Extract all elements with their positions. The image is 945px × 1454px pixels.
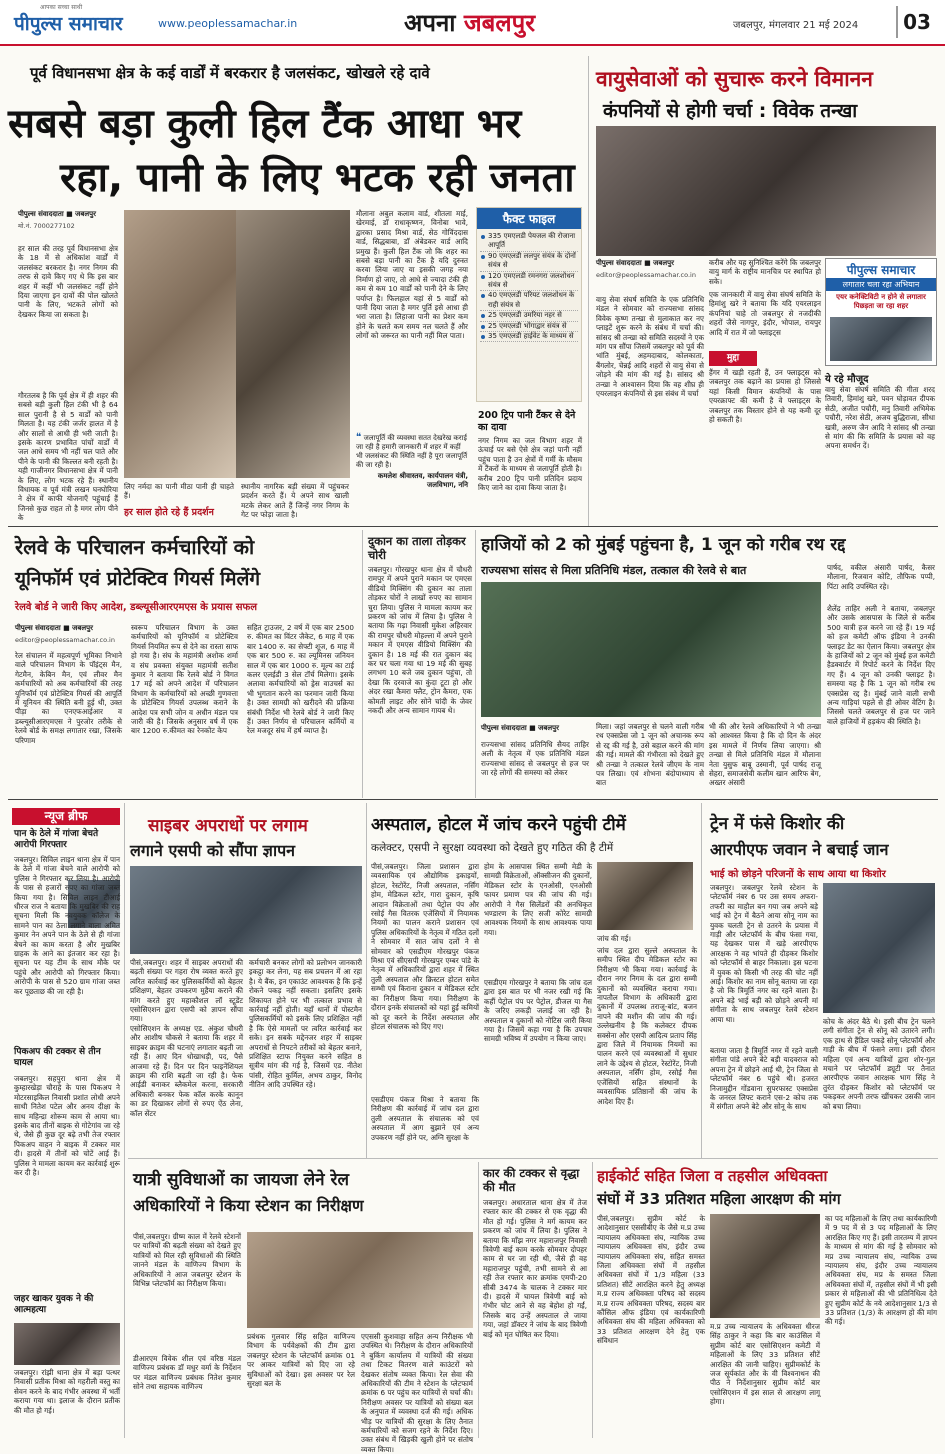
promo-text: एयर कनेक्टिविटी न होने से लगातार पिछड़ता जा रहा शहर <box>836 293 926 310</box>
airlines-photo-caption: करीब और यह सुनिश्चित करेंगे कि जबलपुर वायु मार्ग के राष्ट्रीय मानचित्र पर स्थापित हो सके। <box>709 258 821 286</box>
divider <box>8 526 938 527</box>
factfile-item: 335 एमएलडी पेयजल की रोजाना आपूर्ति <box>480 232 578 252</box>
hajj-col3: भी की और रेलवे अधिकारियों ने भी तन्खा को आश्वस्त किया है कि दो दिन के अंदर इस मामले में निर्णय लिया जाएगा। श्री तन्खा से मिले प्रतिनिधि मंडल में मौलाना नेता युसुफ बाबू उस्मानी, पूर्व पार्षद राजू सेहरा, समाजसेवी कलीम खान आरिफ बेग, अख्तर अंसारी <box>709 722 821 788</box>
hospital-col3: जांच की गई। <box>597 934 632 943</box>
car-text: जबलपुर। अधारताल थाना क्षेत्र में तेज रफ्तार कार की टक्कर से एक वृद्धा की मौत हो गई। पुलिस ने मर्ग कायम कर प्रकरण को जांच में लिया है। पुलिस ने बताया कि माँझ नगर महाराजपुर निवासी त्रिवेणी बाई काम करके सोमवार दोपहर काम से घर जा रही थी, जैसे ही वह महाराजपुर पहुंची, तभी सामने से आ रही तेज रफ्तार कार क्रमांक एमपी-20 सीबी 3474 के चालक ने टक्कर मार दी। हादसे में घायल त्रिवेणी बाई को गंभीर चोट आने से वह बेहोश हो गईं, जिसके बाद उन्हें अस्पताल ले जाया गया, जहां डॉक्टर ने जांच के बाद त्रिवेणी बाई को मृत घोषित कर दिया। <box>483 1198 587 1339</box>
railway-col3: सहित ट्राउजर, 2 वर्ष में एक बार 2500 रु. कीमत का विंटर जैकेट, 6 माह में एक बार 1400 रु. का सेफ्टी शूज, 6 माह में एक बार 500 रु. का ल्यूमिनस जनियन साल में एक बार 1000 रु. मूल्य का टाई कलर एलईडी 3 सेल टॉर्च मिलेगा। इसके अलावा कर्मचारियों को ड्रेस वाउचर्स का भी भुगतान करने का फरमान जारी किया है। उक्त सामग्री को खरीदने की प्रक्रिया संबंधी निर्देश भी रेलवे बोर्ड ने जारी किए हैं। उक्त निर्णय से परिचालन कर्मियों व रेल मजदूर संघ में हर्ष व्याप्त है। <box>247 623 354 736</box>
section-title <box>404 6 535 39</box>
hc-headline-1: हाईकोर्ट सहित जिला व तहसील अधिवक्ता <box>597 1167 828 1185</box>
kishor-headline-1: ट्रेन में फंसे किशोर की <box>710 814 845 834</box>
divider <box>8 799 938 800</box>
news-brief-title: न्यूज ब्रीफ <box>12 808 120 825</box>
airlines-headline-2: कंपनियों से होगी चर्चा : विवेक तन्खा <box>603 100 858 122</box>
hc-col3: का पद महिलाओं के लिए तथा कार्यकारिणी में 9 पद में से 3 पद महिलाओं के लिए आरक्षित किए गए हैं। इसी तारतम्य में ज्ञापन के माध्यम से मांग की गई है सोमवार को मप्र उच्च न्यायालय संघ, न्यायिक उच्च न्यायालय संघ, इंदौर उच्च न्यायालय अधिवक्ता संघ, मप्र के समस्त जिला अधिवक्ता संघों में, तहसील संघों में भी इसी प्रकार से महिलाओं की भी प्रतिनिधित्व देते हुए सुप्रीम कोर्ट के नये आदेशानुसार 1/3 से 33 प्रतिशत (1/3) के आरक्षण हो की मांग की गई। <box>825 1214 937 1327</box>
airlines-col2: एक जानकारी में वायु सेवा संघर्ष समिति के हिमांशु खरे ने बताया कि यदि एयरलाइन कंपनियां चाहे तो जबलपुर से नजदीकी शहरों जैसे नागपुर, इंदौर, भोपाल, रायपुर आदि में रात में जो फ्लाइट्स <box>709 290 821 337</box>
kishor-subhead: भाई को छोड़ने परिजनों के साथ आया था किशोर <box>710 869 886 880</box>
hospital-portrait <box>597 862 693 930</box>
stations-col3: एएससी कुशवाहा सहित अन्य निरीक्षक भी उपस्थित थे। निरीक्षण के दौरान अधिकारियों ने बुकिंग कार्यालय में यात्रियों की संख्या तथा टिकट वितरण वाले काउंटरों को देखकर संतोष व्यक्त किया। रेल सेवा की अधिकारियों की टीम ने स्टेशन के प्लेटफार्म क्रमांक 6 पर पहुंच कर यात्रियों से चर्चा की। निरीक्षण अवसर पर यात्रियों को संख्या बल के अनुपात में व्यवस्था दर्ज की गई। अधिक भीड़ पर यात्रियों की सुरक्षा के लिए तैनात कर्मचारियों को सजग रहने के निर्देश दिए। उक्त संबंध में खिड़की खुली होने पर संतोष व्यक्त किया। <box>361 1332 473 1454</box>
lead-headline-1: सबसे बड़ा कुली हिल टैंक आधा भर <box>8 101 522 147</box>
stations-headline-2: अधिकारियों ने किया स्टेशन का निरीक्षण <box>133 1196 364 1215</box>
cyber-col1: पीसं,जबलपुर। शहर में साइबर अपराधों की बढ़ती संख्या पर गहरा रोष व्यक्त करते हुए त्वरित कार्रवाई कर पुलिसकर्मियों को बेहतर प्रशिक्षण, बेहतर उपकरण मुहैया कराने की मांग करते हुए महाकौशल लॉ स्टूडेंट एसोसिएशन द्वारा एसपी को ज्ञापन सौंपा गया। <box>130 958 243 1024</box>
cyber-col1-b: एसोसिएशन के अध्यक्ष एड. अंकुश चौधरी और आशीष चौकसे ने बताया कि शहर में साइबर क्राइम की घटनाएं लगातार बढ़ती जा रही हैं। आए दिन धोखाधड़ी, पद, पैसे आजमा रहे हैं। दिन पर दिन फाइनेंशियल क्राइम की राशि बढ़ती जा रही है। फेक आईडी बनाकर ब्लैकमेल करना, सरकारी अधिकारी बनकर फेक कॉल करके कानून का डर दिखाकर लोगों से रुपए ऐंठ लेना, कॉल सेंटर <box>130 1024 243 1118</box>
hajj-headline: हाजियों को 2 को मुंबई पहुंचना है, 1 जून को गरीब रथ रद्द <box>481 535 846 555</box>
lead-col3-a: स्थानीय नागरिक बड़ी संख्या में पहुंचकर प्रदर्शन करते हैं। ये अपने साथ खाली मटके लेकर आते हैं जिन्हें नगर निगम के गेट पर फोड़ा जाता है। <box>241 482 349 520</box>
kishor-cctv-photo <box>823 883 935 1013</box>
car-headline: कार की टक्कर से वृद्धा की मौत <box>483 1166 580 1194</box>
divider <box>366 803 367 1158</box>
divider <box>362 530 363 798</box>
dateline: जबलपुर, मंगलवार 21 मई 2024 <box>733 20 859 31</box>
hc-col1: पीसं,जबलपुर। सुप्रीम कोर्ट के आदेशानुसार एससीबीए के जैसे म.प्र उच्च न्यायालय अधिवक्ता संघ, न्यायिक उच्च न्यायालय अधिवक्ता संघ, इंदौर उच्च न्यायालय अधिवक्ता संघ, सहित समस्त जिला अधिवक्ता संघों में तहसील अधिवक्ता संघों में 1/3 महिला (33 प्रतिशत) सीटें आरक्षित करने हेतु अध्यक्ष म.प्र राज्य अधिवक्ता परिषद को सदस्य म.प्र राज्य अधिवक्ता परिषद, सदस्य बार कौंसिल ऑफ इंडिया एवं कार्यकारिणी अधिवक्ता संघ की महिला अधिवक्ता को 33 प्रतिशत आरक्षण देने हेतु एक संविधान <box>597 1214 705 1346</box>
brand-logo: पीपुल्स समाचार <box>14 13 123 35</box>
kishor-headline-2: आरपीएफ जवान ने बचाई जान <box>710 840 889 859</box>
divider <box>701 803 702 1158</box>
brief1-text: जबलपुर। सिविल लाइन थाना क्षेत्र में पान के ठेले में गांजा बेचने वाले आरोपी को पुलिस ने गिरफ्तार कर लिया है। आरोपी के पास से हजारों रुपए का गांजा जब्त किया गया है। सिविल लाइन टीआई धीरज राज ने बताया कि मुखबिर की राह सूचना मिली कि नवयुवक कॉलेज के सामने पान का ठेला लगाने वाला अमित कुमार नेन अपने पान के ठेले से ही गांजा बेचने का काम करता है और मुखबिर ग्राहक के आने का इंतजार कर रहा है। सूचना पर यह टीम के साथ मौके पर पहुंचे और आरोपी को गिरफ्तार किया। आरोपी के पास से 520 ग्राम गांजा जब्त कर पूछताछ की जा रही है। <box>14 855 120 996</box>
stations-headline-1: यात्री सुविधाओं का जायजा लेने रेल <box>133 1170 350 1190</box>
railway-byline: पीपुल्स संवाददाता ■ जबलपुर <box>15 624 93 632</box>
lead-headline-2: रहा, पानी के लिए भटक रही जनता <box>60 155 575 201</box>
promo-thumbnail <box>830 317 932 361</box>
hospital-col3-b: जांच दल द्वारा सुल्ले अस्पताल के समीप स्थित दीप मेडिकल स्टोर का निरीक्षण भी किया गया। कार्रवाई के दौरान नगर निगम के दल द्वारा सम्मी दुकानों को व्यवस्थित कराया गया। नापतौल विभाग के अधिकारी द्वारा दुकानों में उपलब्ध तराजू-बांट, बजन नापने की मशीन की जांच की गई। उल्लेखनीय है कि कलेक्टर दीपक सक्सेना और एसपी आदित्य प्रताप सिंह द्वारा जिले में नियामक नियमों का पालन करने एवं व्यवस्थाओं में सुधार लाने के उद्देश्य से होटल, रेस्टोरेंट, निजी अस्पताल, नर्सिंग होम, रसोई गैस एजेंसियों सहित संस्थानों के व्यवसायिक प्रतिष्ठानों की जांच के आदेश दिए हैं। <box>597 946 697 1106</box>
stations-col1: पीसं,जबलपुर। ग्रीष्म काल में रेलवे स्टेशनों पर यात्रियों की बढ़ती संख्या को देखते हुए यात्रियों को मिल रही सुविधाओं की स्थिति जानने मंडल के वाणिज्य विभाग के अधिकारियों ने आज जबलपुर स्टेशन के विभिन्न प्लेटफॉर्म का निरीक्षण किया। <box>133 1232 241 1289</box>
railway-headline-2: यूनिफॉर्म एवं प्रोटेक्टिव गियर्स मिलेंगे <box>15 568 261 590</box>
airlines-present-text: वायु सेवा संघर्ष समिति की गीता शरद तिवारी, हिमांशु खरे, पवन घोड़ावत दीपक सेठी, अजीत पचौरी, मनु तिवारी अभिमेक पचौरी, नरेश सेठी, अजय बुद्धिराजा, सीधा खत्री, अरुण जैन आदि ने सांसद श्री तन्खा से मांग की कि समिति के प्रयास को वह अपना समर्थन दें। <box>825 385 935 451</box>
theft-text: जबलपुर। गोरखपुर थाना क्षेत्र में चौधरी रामपुर में अपने पुराने मकान पर एमएस वीडियो मिक्सिंग की दुकान का ताला तोड़कर चोरों ने लाखों रुपए का सामान चुरा लिया। पुलिस ने मामला कायम कर प्रकरण को जांच में लिया है। पुलिस ने बताया कि गढ़ा निवासी मुकेश अहिरवार की रामपुर चौधरी मोहल्ला में अपने पुराने मकान में एमएस वीडियो मिक्सिंग की दुकान है। 18 मई की रात दुकान बंद कर घर चला गया था 19 मई की सुबह लगभग 10 बजे जब दुकान पहुंचा, तो देखा कि दरवाजे का कुंदा टूटा हो और अंदर रखा कैमरा फ्लैट, ट्रोन कैमरा, एक कोमती लाइट और सोने चांदी के जेवर नकदी और अन्य सामान गायब थे। <box>368 565 472 716</box>
divider <box>478 1162 479 1438</box>
lead-quote: ❝ जलापूर्ति की व्यवस्था सतत देखरेख कराई जा रही है हमारी जानकारी में शहर में कहीं भी जलसंकट की स्थिति नहीं है पूरा जलापूर्ति की जा रही है। कमलेश श्रीवास्तव, कार्यपालन यंत्री, जलविभाग, ननि <box>356 432 468 489</box>
brief3-text: जबलपुर। रांझी थाना क्षेत्र में बड़ा पत्थर निवासी प्रतीक मिश्रा को गहरीली वस्तु का सेवन करने के बाद गंभीर अवस्था में भर्ती कराया गया था। इलाज के दौरान प्रतीक की मौत हो गई। <box>14 1368 120 1415</box>
railway-email: editor@peoplessamachar.co.in <box>15 636 115 644</box>
airlines-email: editor@peoplessamachar.co.in <box>596 271 696 279</box>
hospital-col2: होम के आसपास स्थित सम्मी मेडी के सामग्री विक्रेताओं, ऑक्सीजन की दुकानों, मेडिकल स्टोर के एनओसी, एनओसी फायर प्रमाण पत्र की जांच की गई। आरोपी ने गैस सिलेंडरों की अनधिकृत भण्डारण के लिए सजी कोरेट सामग्री आवश्यक नियमों के साथ आवश्यक पाया गया। <box>484 862 592 937</box>
cyber-photo <box>130 866 362 954</box>
hajj-col1: राज्यसभा सांसद प्रतिनिधि सैयद ताहिर अली के नेतृत्व में एक प्रतिनिधि मंडल राज्यसभा सांसद से जबलपुर से हज पर जा रहे लोगों की समस्या को लेकर <box>481 740 589 778</box>
railway-subhead: रेलवे बोर्ड ने जारी किए आदेश, डब्ल्यूसीआरएमएस के प्रयास सफल <box>15 602 258 613</box>
lead-col1-a: हर साल की तरह पूर्व विधानसभा क्षेत्र के 18 में से अधिकांश वार्डों में जलसंकट बरकरार है। नगर निगम की तरफ से दावे किए गए थे कि इस बार शहर में कहीं भी जलसंकट नहीं होने दिया जाएगा इन दावों की पोल खोलते पानी के लिए, भटकते लोगों को देखकर किया जा सकता है। <box>18 244 118 319</box>
railway-col1: रेल संचालन में महत्वपूर्ण भूमिका निभाने वाले परिचालन विभाग के पॉइंट्स मैन, गेटमैन, केबिन मैन, एवं लीवर मैन कर्मचारियों को अब कर्मचारियों की तरह यूनिफॉर्म एवं प्रोटेक्टिव गियर्स की आपूर्ति में यूनियन की स्थिति बनी हुई थी, उक्त पीड़ा का एनएफआईआर व डब्ल्यूसीआरएमएस ने पुरजोर तरीके से रेलवे बोर्ड के समक्ष लगातार रखा, जिसके परिणाम <box>15 651 122 745</box>
hajj-col4-b: शैलेंद्र ताहिर अली ने बताया, जबलपुर और उसके आसपास के जिले से करीब 500 यात्री हज करने जा रहे हैं। 19 मई को हज कमेटी ऑफ इंडिया ने उनकी फ्लाइट डेट का ऐलान किया। जबलपुर क्षेत्र के हाजियों को 2 जून को मुंबई हज कमेटी हैडक्वार्टर में रिपोर्ट करने के निर्देश दिए गए हैं। 4 जून को उनकी फ्लाइट है। समस्या यह है कि 1 जून को गरीब रथ एक्सप्रेस रद्द है। मुंबई जाने वाली सभी अन्य गाड़ियां पहले से ही ओवर वेटिंग है। जिससे चलते जबलपुर से हज पर जाने वाले हाजियों में हड़कंप की स्थिति है। <box>827 604 935 726</box>
section-title-right: जबलपुर <box>463 9 536 37</box>
lead-col2-sub: हर साल होते रहे हैं प्रदर्शन <box>124 507 214 518</box>
lead-quote-by: कमलेश श्रीवास्तव, कार्यपालन यंत्री, जलविभाग, ननि <box>377 472 468 489</box>
cyber-headline-2: लगाने एसपी को सौंपा ज्ञापन <box>130 841 296 860</box>
cyber-headline-1: साइबर अपराधों पर लगाम <box>148 816 308 836</box>
divider <box>475 530 476 798</box>
hajj-subhead: राज्यसभा सांसद से मिला प्रतिनिधि मंडल, तत्काल की रेलवे से बात <box>481 564 747 577</box>
hospital-col1-b: एसडीएम पंकज मिश्रा ने बताया कि निरीक्षण की कार्रवाई में जांच दल द्वारा तुली अस्पताल के संचालक को एवं अस्पताल में आग बुझाने एवं अन्य उपकरण नहीं होने पर, अग्नि सुरक्षा के <box>371 1095 479 1142</box>
theft-headline: दुकान का ताला तोड़कर चोरी <box>368 534 466 562</box>
hajj-col2: मिला। जहां जबलपुर से चलने वाली गरीब रथ एक्सप्रेस जो 1 जून को अचानक रूप से रद्द की गई है, उसे बहाल करने की मांग की गई। मामले की गंभीरता को देखते हुए श्री तन्खा ने तत्काल रेलवे जीएम के नाम पत्र लिखा। एवं शोभना बंदोपाध्याय से बात <box>596 722 704 788</box>
airlines-byline: पीपुल्स संवाददाता ■ जबलपुर <box>596 259 674 267</box>
hospital-col2-b: एसडीएम गोरखपुर ने बताया कि जांच दल द्वारा इस बात पर भी नजर रखी गई कि कहीं पेट्रोल पंप पर पेट्रोल, डीजल या गैस के जरिए लकड़ी जलाई जा रही है। अस्पताल व दुकानों को नोटिस जारी किया गया है। जिसमें कहा गया है कि उपचार सामग्री भविष्य में उपयोग न किया जाए। <box>484 978 592 1044</box>
brief1-head: पान के ठेले में गांजा बेचते आरोपी गिरफ्तार <box>14 829 99 850</box>
brief3-photo <box>14 1323 120 1365</box>
promo-box <box>825 258 937 366</box>
hospital-col1: पीसं,जबलपुर। जिला प्रशासन द्वारा व्यवसायिक एवं औद्योगिक इकाइयों, होटल, रेस्टोरेंट, निजी अस्पताल, नर्सिंग होम, मेडिकल स्टोर, गारा दुकान, कृषि आदान विक्रेताओं तथा पेट्रोल पंप और रसोई गैस वितरक एजेंसियों में नियामक नियमों का पालन कराने प्रशासन एवं पुलिस अधिकारियों के नेतृत्व में गठित दलों ने सोमवार में सात जांच दलों ने से सोमवार को एसडीएम गोरखपुर पंकज मिश्रा एवं सीएसपी गोरखपुर एम्बर पांडे के नेतृत्व में अधिकारियों द्वारा शहर में स्थित तुली अस्पताल और क्रिस्टल होटल समेत सम्भी एवं किराना दुकान व मेडिकल स्टोर का निरीक्षण किया गया। निरीक्षण के दौरान इनके संचालकों को यहां हुई कमियों को दूर करने के निर्देश अस्पताल और होटल संचालक को दिए गए। <box>371 862 479 1031</box>
factfile-item: 120 एमएलडी रमनगरा जलशोधन संयंत्र से <box>480 272 578 292</box>
promo-brand: पीपुल्स समाचार <box>846 263 916 277</box>
tanker-head: 200 ट्रिप पानी टैंकर से देने का दावा <box>478 410 576 433</box>
hc-col2: म.प्र उच्च न्यायालय के अधिवक्ता धीरज सिंह ठाकुर ने कहा कि बार काउंसिल में सुप्रीम कोर्ट बार एसोसिएशन कमेटी में महिलाओं के लिए 33 प्रतिशत सीटें आरक्षित की जानी चाहिए। सुप्रीमकोर्ट के जज सूर्यकांत और के वी विश्वनाथन की पीठ ने निर्देशानुसार सुप्रीम कोर्ट बार एसोसिएशन में इस साल से आरक्षण लागू होगा। <box>710 1322 820 1407</box>
masthead <box>0 0 945 46</box>
kishor-col1-b: बताया जाता है त्रिमूर्ति नगर में रहने वाली संगीता पांडे अपने बेटे बड़ी यादवराज को अपना ट्रेन में छोड़ने आई थी, ट्रेन जिला से प्लेटफॉर्म नंबर 6 पहुंचे थी। हजरत निजामुद्दीन गोंडवाना सुपरफास्ट एक्सप्रेस के जनरल लिफ्ट कराने एस-2 कोच तक में संगीता अपने बेटे और सोनू के साथ <box>710 1046 818 1112</box>
hc-headline-2: संघों में 33 प्रतिशत महिला आरक्षण की मांग <box>597 1190 841 1208</box>
factfile-item: 25 एमएलडी भोंगाद्वार संयंत्र से <box>480 322 578 332</box>
kishor-col1: जबलपुर। जबलपुर रेलवे स्टेशन के प्लेटफॉर्म नंबर 6 पर उस समय अफरा-तफरी का माहौल बन गया जब अपने बड़े भाई को ट्रेन में बैठने आया सोनू नाम का युवक चलती ट्रेन से उतरने के प्रयास में गाड़ी और प्लेटफॉर्म के बीच फंसा गया, यह देखकर पास में खड़े आरपीएफ आरक्षक ने वह भांपते ही दौड़कर किशोर को प्लेटफॉर्म से बाहर निकाला। इस घटना में युवक को किसी भी तरह की चोट नहीं आई। किशोर का नाम सोनू बताया जा रहा है जो कि त्रिमूर्ति नगर का रहने वाला है। अपने बड़े भाई बड़ी को छोड़ने अपनी मां संगीता के साथ जबलपुर रेलवे स्टेशन आया था। <box>710 883 818 1024</box>
brief2-text: जबलपुर। सहपुरा थाना क्षेत्र में कुम्हारखेड़ा चौराहे के पास पिकअप ने मोटरसाइकिल निवासी प्रशांत लोधी अपने साथी नितेश पटेल और अनय दीक्षा के साथ महिन्द्रा शोरूम काम से आया था। इसके बाद तीनों बाइक से गोटेगांव जा रहे थे, जैसे ही कुछ दूर बढ़े तभी तेज रफ्तार पिकअप वाहन ने बाइक में टक्कर मार दी। हादसे में तीनों को चोटें आई हैं। पुलिस ने मामला कायम कर कार्रवाई शुरू कर दी है। <box>14 1074 120 1178</box>
hc-photo <box>710 1214 820 1318</box>
kishor-col2: कोच के अंदर बैठे थे। इसी बीच ट्रेन चलने लगी संगीता ट्रेन से सोनू को उतारने लगी। एक हाथ से हैंडिल पकड़े सोनू प्लेटफॉर्म और गाड़ी के बीच में फंसने लगा। इसी दौरान महिला एवं अन्य यात्रियों द्वारा शोर-गुल मचाने पर प्लेटफॉर्म ड्यूटी पर तैनात आरपीएफ जवान आरक्षक भाग सिंह ने तुरंत दौड़कर किशोर को प्लेटफॉर्म पर पकड़कर अपनी तरफ खींचकर उसकी जान को बचा लिया। <box>823 1017 936 1111</box>
airlines-mudda-badge: मुद्दा <box>709 351 757 366</box>
hajj-col4: पार्षद, वकील अंसारी पार्षद, कैसर मौलाना, रिजवान कोटि, तौफिक पप्पी, पिंटा आदि उपस्थित रहे। <box>827 563 935 591</box>
stations-col1-b: डीआरएम विवेक शील एवं वरिष्ठ मंडल वाणिज्य प्रबंधक डॉ मधुर वर्मा के निर्देशन पर मंडल वाणिज्य प्रबंधक नितेश कुमार सोने तथा सहायक वाणिज्य <box>133 1354 241 1392</box>
website[interactable]: www.peoplessamachar.in <box>158 17 298 30</box>
promo-line: लगातार चला रहा अभियान <box>826 278 936 291</box>
factfile-item: 90 एमएलडी ललपुर संयंत्र के दोनों संयंत्र से <box>480 252 578 272</box>
airlines-photo <box>596 126 936 256</box>
divider <box>588 56 589 526</box>
lead-kicker: पूर्व विधानसभा क्षेत्र के कई वार्डों में बरकरार है जलसंकट, खोखले रहे दावे <box>30 64 430 82</box>
factfile-item: 25 एमएलडी उमरिया नहर से <box>480 311 578 321</box>
lead-col4: मौलाना अबुल कलाम वार्ड, शीतला माई, खेरमाई, डॉ राधाकृष्णन, विनोबा भावे, द्वारका प्रसाद मिश्रा वार्ड, सेठ गोविंददास वार्ड, सिद्धबाबा, डॉ अंबेडकर वार्ड आदि प्रमुख हैं। कुली हिल टैंक जो कि शहर का सबसे बड़ा पानी का टैंक है यदि दुरुस्त करवा लिया जाए या इसकी जगह नया निर्माण हो जाए, तो आधे से ज्यादा टंकी ही कम से कम 10 वार्डों को पानी देने के लिए पर्याप्त है। फिलहाल यहां से 5 वार्डों को पानी दिया जाता है मगर पूर्ति इसे आधा ही भरा जाता है। लिहाजा पानी का प्रेशर कम होने के चलते कम समय नल चलते हैं और लोगों को जरूरत का पानी नहीं मिल पाता। <box>356 209 468 341</box>
hajj-photo <box>481 582 821 717</box>
quote-icon: ❝ <box>356 432 362 443</box>
lead-col2-a: लिए नर्मदा का पानी मीठा पानी ही चाहते हैं। <box>124 482 234 501</box>
brand-tagline: आपका सच्चा साथी <box>40 4 83 11</box>
tanker-text: नगर निगम का जल विभाग शहर में ऊंचाई पर बसे ऐसे क्षेत्र जहां पानी नहीं पहुंच पाता है उन क्षेत्रों में गर्मी के मौसम में टैंकरों के माध्यम से जलापूर्ति होती है। करीब 200 ट्रिप पानी प्रतिदिन प्रदाय किए जाने का दावा किया जाता है। <box>478 436 582 493</box>
hospital-subhead: कलेक्टर, एसपी ने सुरक्षा व्यवस्था को देखते हुए गठित की है टीमें <box>371 842 614 854</box>
lead-col1-b: गौरतलब है कि पूर्व क्षेत्र में ही शहर की सबसे बड़ी कुली हिल टंकी भी है 64 साल पुरानी है से 5 वार्डों को पानी मिलता है। यह टंकी जर्जर हालत में है और सालों से आधी ही भरी जाती है। इसके कारण प्रभावित पांचों वार्डों में जल आधे समय भी नहीं चल पाते और पीने के पानी की किल्लत बनी रहती है। यही गाजीनगर विधानसभा क्षेत्र में पानी के लिए, लोग भटक रहे हैं। स्थानीय विधायक व पूर्व मंत्री लखन घनघोरिया ने क्षेत्र में काफी योजनाएँ पहुंचाई हैं जिनसे कुछ राहत तो है मगर लोग पीने के <box>18 391 118 523</box>
factfile-title: फैक्ट फाइल <box>477 208 581 229</box>
stations-photo <box>247 1232 473 1328</box>
divider <box>592 1162 593 1438</box>
lead-byline: पीपुल्स संवाददाता ■ जबलपुर <box>18 210 96 218</box>
airlines-headline-1: वायुसेवाओं को सुचारू करने विमानन <box>596 67 873 91</box>
factfile-item: 35 एमएलडी हाईवेट के माध्यम से <box>480 332 578 342</box>
brief3-head: जहर खाकर युवक ने की आत्महत्या <box>14 1294 94 1315</box>
brief2-head: पिकअप की टक्कर से तीन घायल <box>14 1047 101 1068</box>
divider <box>128 1158 938 1159</box>
divider <box>124 803 125 1438</box>
factfile-list <box>477 229 581 342</box>
hajj-byline: पीपुल्स संवाददाता ■ जबलपुर <box>481 724 559 732</box>
airlines-col2-b: हैंगर में खड़ी रहती हैं, उन फ्लाइट्स को जबलपुर तक बढ़ाने का प्रयास हो जिससे यहां किसी विमान कंपनियों के पास एयरक्राफ्ट की कमी है वे फ्लाइट्स के जबलपुर तक विस्तार होने से यह कमी दूर हो सकती है। <box>709 368 821 425</box>
hospital-headline: अस्पताल, होटल में जांच करने पहुंची टीमें <box>371 815 626 835</box>
page-number: 03 <box>896 6 936 38</box>
factfile-box <box>476 207 582 402</box>
lead-photo-water-cart <box>124 210 236 478</box>
stations-col2: प्रबंधक गुलवार सिंह सहित वाणिज्य विभाग के पर्यवेक्षकों की टीम द्वारा जबलपुर स्टेशन के प्लेटफॉर्म क्रमांक 01 पर आकर यात्रियों को दिए जा रहे सुविधाओं को देखा। इस अवसर पर रेल सुरक्षा बल के <box>247 1332 355 1389</box>
factfile-item: 40 एमएलडी परियट जलशोधन के राही संयंत्र से <box>480 291 578 311</box>
lead-mobile: मो.नं. 7000277102 <box>18 222 75 230</box>
section-title-left: अपना <box>404 9 456 37</box>
airlines-present-head: ये रहे मौजूद <box>825 374 869 385</box>
lead-photo-tank <box>236 210 350 478</box>
airlines-col1: वायु सेवा संघर्ष समिति के एक प्रतिनिधि मंडल ने सोमवार को राज्यसभा सांसद विवेक कृष्ण तन्खा से मुलाकात कर नए प्लाइटें शुरू करने के संबंध में चर्चा की। सांसद श्री तन्खा को समिति सदस्यों ने एक मांग पत्र सौंपा जिसमें जबलपुर को पूर्व की भांति मुंबई, अहमदाबाद, कोलकाता, बैंगलोर, चेन्नई आदि शहरों से वायु सेवा से जोड़ने की मांग की गई है। सांसद श्री तन्खा ने आश्वासन दिया कि वह शीघ्र ही एयरलाइन कंपनियों से इस संबंध में चर्चा <box>596 295 704 399</box>
cyber-col2: कर्मचारी बनकर लोगों को प्रलोभन जानकारी इकट्ठा कर लेना, यह सब प्रचलन में आ रहा है। ये बैंक, इन एकाउंट आवश्यक है कि इन्हें रोकने पकड़ नहीं सकता। इसलिए इसके शिकायत होने पर भी तत्काल प्रभाव से कार्रवाई नहीं होती। यहाँ थानों में पोस्टमैन पुलिसकर्मियों को इसके लिए प्रशिक्षित नहीं है कि ऐसे मामलों पर त्वरित कार्रवाई कर सके। इन सबके मद्देनजर शहर में साइबर अपराधों से निपटने तरीकों को बेहतर बनाने, प्रशिक्षित स्टाफ नियुक्त करने सहित 8 सूत्रीय मांग की गई है, जिसमें एड. नीतेश पांसी, रोहित कुर्मिल, अभय ठाकुर, विनोद नीतिन आदि उपस्थित रहे। <box>249 958 362 1090</box>
railway-col2: स्वरूप परिचालन विभाग के उक्त कर्मचारियों को यूनिफॉर्म व प्रोटेक्टिव गियर्स नियमित रूप से देने का रास्ता साफ हो गया है। संघ के महामंत्री अशोक शर्मा व संघ प्रवक्ता संयुक्त महामंत्री सतीश कुमार ने बताया कि रेलवे बोर्ड ने विगत 17 मई को अपने आदेश में परिचालन विभाग के कर्मचारियों को अच्छी गुणवत्ता के प्रोटेक्टिव गियर्स उपलब्ध कराने के आदेश पत्र सभी जोन व अधीन मंडल पत्र जारी की है। जिसके अनुसार वर्ष में एक बार 1200 रु.कीमत का रेनकोट केप <box>131 623 238 736</box>
railway-headline-1: रेलवे के परिचालन कर्मचारियों को <box>15 535 255 559</box>
